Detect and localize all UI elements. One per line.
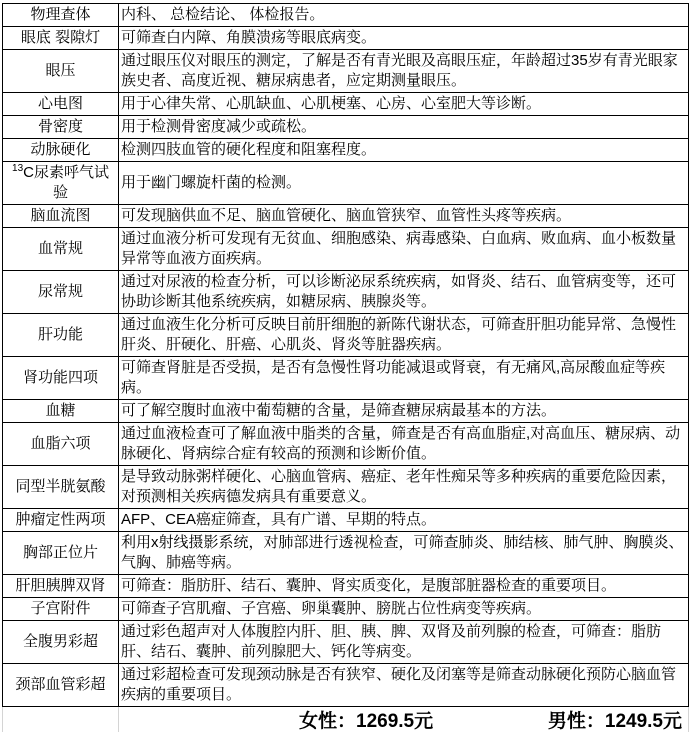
exam-item-desc: 可筛查白内障、角膜溃疡等眼底病变。 [119, 27, 689, 50]
exam-item-name [3, 162, 119, 205]
exam-item-name: 血常规 [3, 228, 119, 271]
exam-item-name: 血脂六项 [3, 423, 119, 466]
exam-item-name: 脑血流图 [3, 205, 119, 228]
exam-table-wrap [2, 3, 689, 707]
exam-item-name: 肝胆胰脾双肾 [3, 575, 119, 598]
table-row [3, 664, 689, 707]
exam-item-desc: 检测四肢血管的硬化程度和阻塞程度。 [119, 139, 689, 162]
table-row [3, 4, 689, 27]
exam-item-desc: 内科、 总检结论、 体检报告。 [119, 4, 689, 27]
exam-table-body [3, 4, 689, 707]
table-row [3, 27, 689, 50]
exam-item-name: 全腹男彩超 [3, 621, 119, 664]
exam-item-desc: 利用x射线摄影系统，对肺部进行透视检查，可筛查肺炎、肺结核、肺气肿、胸膜炎、气胸、肺癌等病。 [119, 532, 689, 575]
exam-item-desc: AFP、CEA癌症筛查，具有广谱、早期的特点。 [119, 509, 689, 532]
table-row [3, 598, 689, 621]
exam-item-name: 同型半胱氨酸 [3, 466, 119, 509]
exam-item-desc: 通过彩色超声对人体腹腔内肝、胆、胰、脾、双肾及前列腺的检查，可筛查：脂肪肝、结石、囊肿、前列腺肥大、钙化等病变。 [119, 621, 689, 664]
table-row [3, 621, 689, 664]
isotope-superscript: 13 [12, 163, 24, 174]
table-row [3, 93, 689, 116]
male-price: 男性：1249.5元 [547, 711, 682, 732]
exam-item-desc: 通过血液检查可了解血液中脂类的含量，筛查是否有高血脂症,对高血压、糖尿病、动脉硬化、肾病综合症有较高的预测和诊断价值。 [119, 423, 689, 466]
exam-item-name: 颈部血管彩超 [3, 664, 119, 707]
exam-item-name: 子宫附件 [3, 598, 119, 621]
exam-item-name: 物理查体 [3, 4, 119, 27]
exam-item-desc: 用于幽门螺旋杆菌的检测。 [119, 162, 689, 205]
table-row [3, 162, 689, 205]
exam-item-desc: 可了解空腹时血液中葡萄糖的含量，是筛查糖尿病最基本的方法。 [119, 400, 689, 423]
exam-item-name: 肾功能四项 [3, 357, 119, 400]
price-footer [2, 707, 689, 732]
exam-item-desc: 可发现脑供血不足、脑血管硬化、脑血管狭窄、血管性头疼等疾病。 [119, 205, 689, 228]
price-footer-spacer [3, 707, 119, 732]
table-row [3, 400, 689, 423]
table-row [3, 509, 689, 532]
table-row [3, 532, 689, 575]
table-row [3, 139, 689, 162]
exam-package-page [0, 3, 690, 732]
exam-item-name-text: C尿素呼气试验 [23, 164, 109, 201]
exam-item-desc: 通过血液分析可发现有无贫血、细胞感染、病毒感染、白血病、败血病、血小板数量异常等血液方面疾病。 [119, 228, 689, 271]
exam-item-name: 肝功能 [3, 314, 119, 357]
exam-item-name: 动脉硬化 [3, 139, 119, 162]
exam-item-desc: 用于检测骨密度减少或疏松。 [119, 116, 689, 139]
table-row [3, 575, 689, 598]
exam-item-desc: 可筛查：脂肪肝、结石、囊肿、肾实质变化，是腹部脏器检查的重要项目。 [119, 575, 689, 598]
exam-item-name: 尿常规 [3, 271, 119, 314]
exam-item-name: 肿瘤定性两项 [3, 509, 119, 532]
table-row [3, 466, 689, 509]
table-row [3, 50, 689, 93]
table-row [3, 423, 689, 466]
table-row [3, 314, 689, 357]
exam-item-desc: 是导致动脉粥样硬化、心脑血管病、癌症、老年性痴呆等多种疾病的重要危险因素，对预测相关疾病德发病具有重要意义。 [119, 466, 689, 509]
table-row [3, 228, 689, 271]
exam-item-desc: 通过眼压仪对眼压的测定，了解是否有青光眼及高眼压症，年龄超过35岁有青光眼家族史者、高度近视、糖尿病患者，应定期测量眼压。 [119, 50, 689, 93]
table-row [3, 205, 689, 228]
exam-items-table [2, 3, 689, 707]
exam-item-name: 血糖 [3, 400, 119, 423]
exam-item-desc: 通过对尿液的检查分析，可以诊断泌尿系统疾病，如肾炎、结石、血管病变等，还可协助诊断其他系统疾病，如糖尿病、胰腺炎等。 [119, 271, 689, 314]
exam-item-name: 眼压 [3, 50, 119, 93]
exam-item-desc: 可筛查子宫肌瘤、子宫癌、卵巢囊肿、膀胱占位性病变等疾病。 [119, 598, 689, 621]
exam-item-desc: 用于心律失常、心肌缺血、心肌梗塞、心房、心室肥大等诊断。 [119, 93, 689, 116]
exam-item-name: 胸部正位片 [3, 532, 119, 575]
exam-item-name: 眼底 裂隙灯 [3, 27, 119, 50]
exam-item-desc: 通过血液生化分析可反映目前肝细胞的新陈代谢状态，可筛查肝胆功能异常、急慢性肝炎、肝硬化、肝癌、心肌炎、肾炎等脏器疾病。 [119, 314, 689, 357]
table-row [3, 116, 689, 139]
exam-item-name: 心电图 [3, 93, 119, 116]
exam-item-desc: 可筛查肾脏是否受损，是否有急慢性肾功能减退或肾衰，有无痛风,高尿酸血症等疾病。 [119, 357, 689, 400]
exam-item-desc: 通过彩超检查可发现颈动脉是否有狭窄、硬化及闭塞等是筛查动脉硬化预防心脑血管疾病的重要项目。 [119, 664, 689, 707]
female-price: 女性：1269.5元 [299, 711, 434, 732]
exam-item-name: 骨密度 [3, 116, 119, 139]
table-row [3, 271, 689, 314]
table-row [3, 357, 689, 400]
